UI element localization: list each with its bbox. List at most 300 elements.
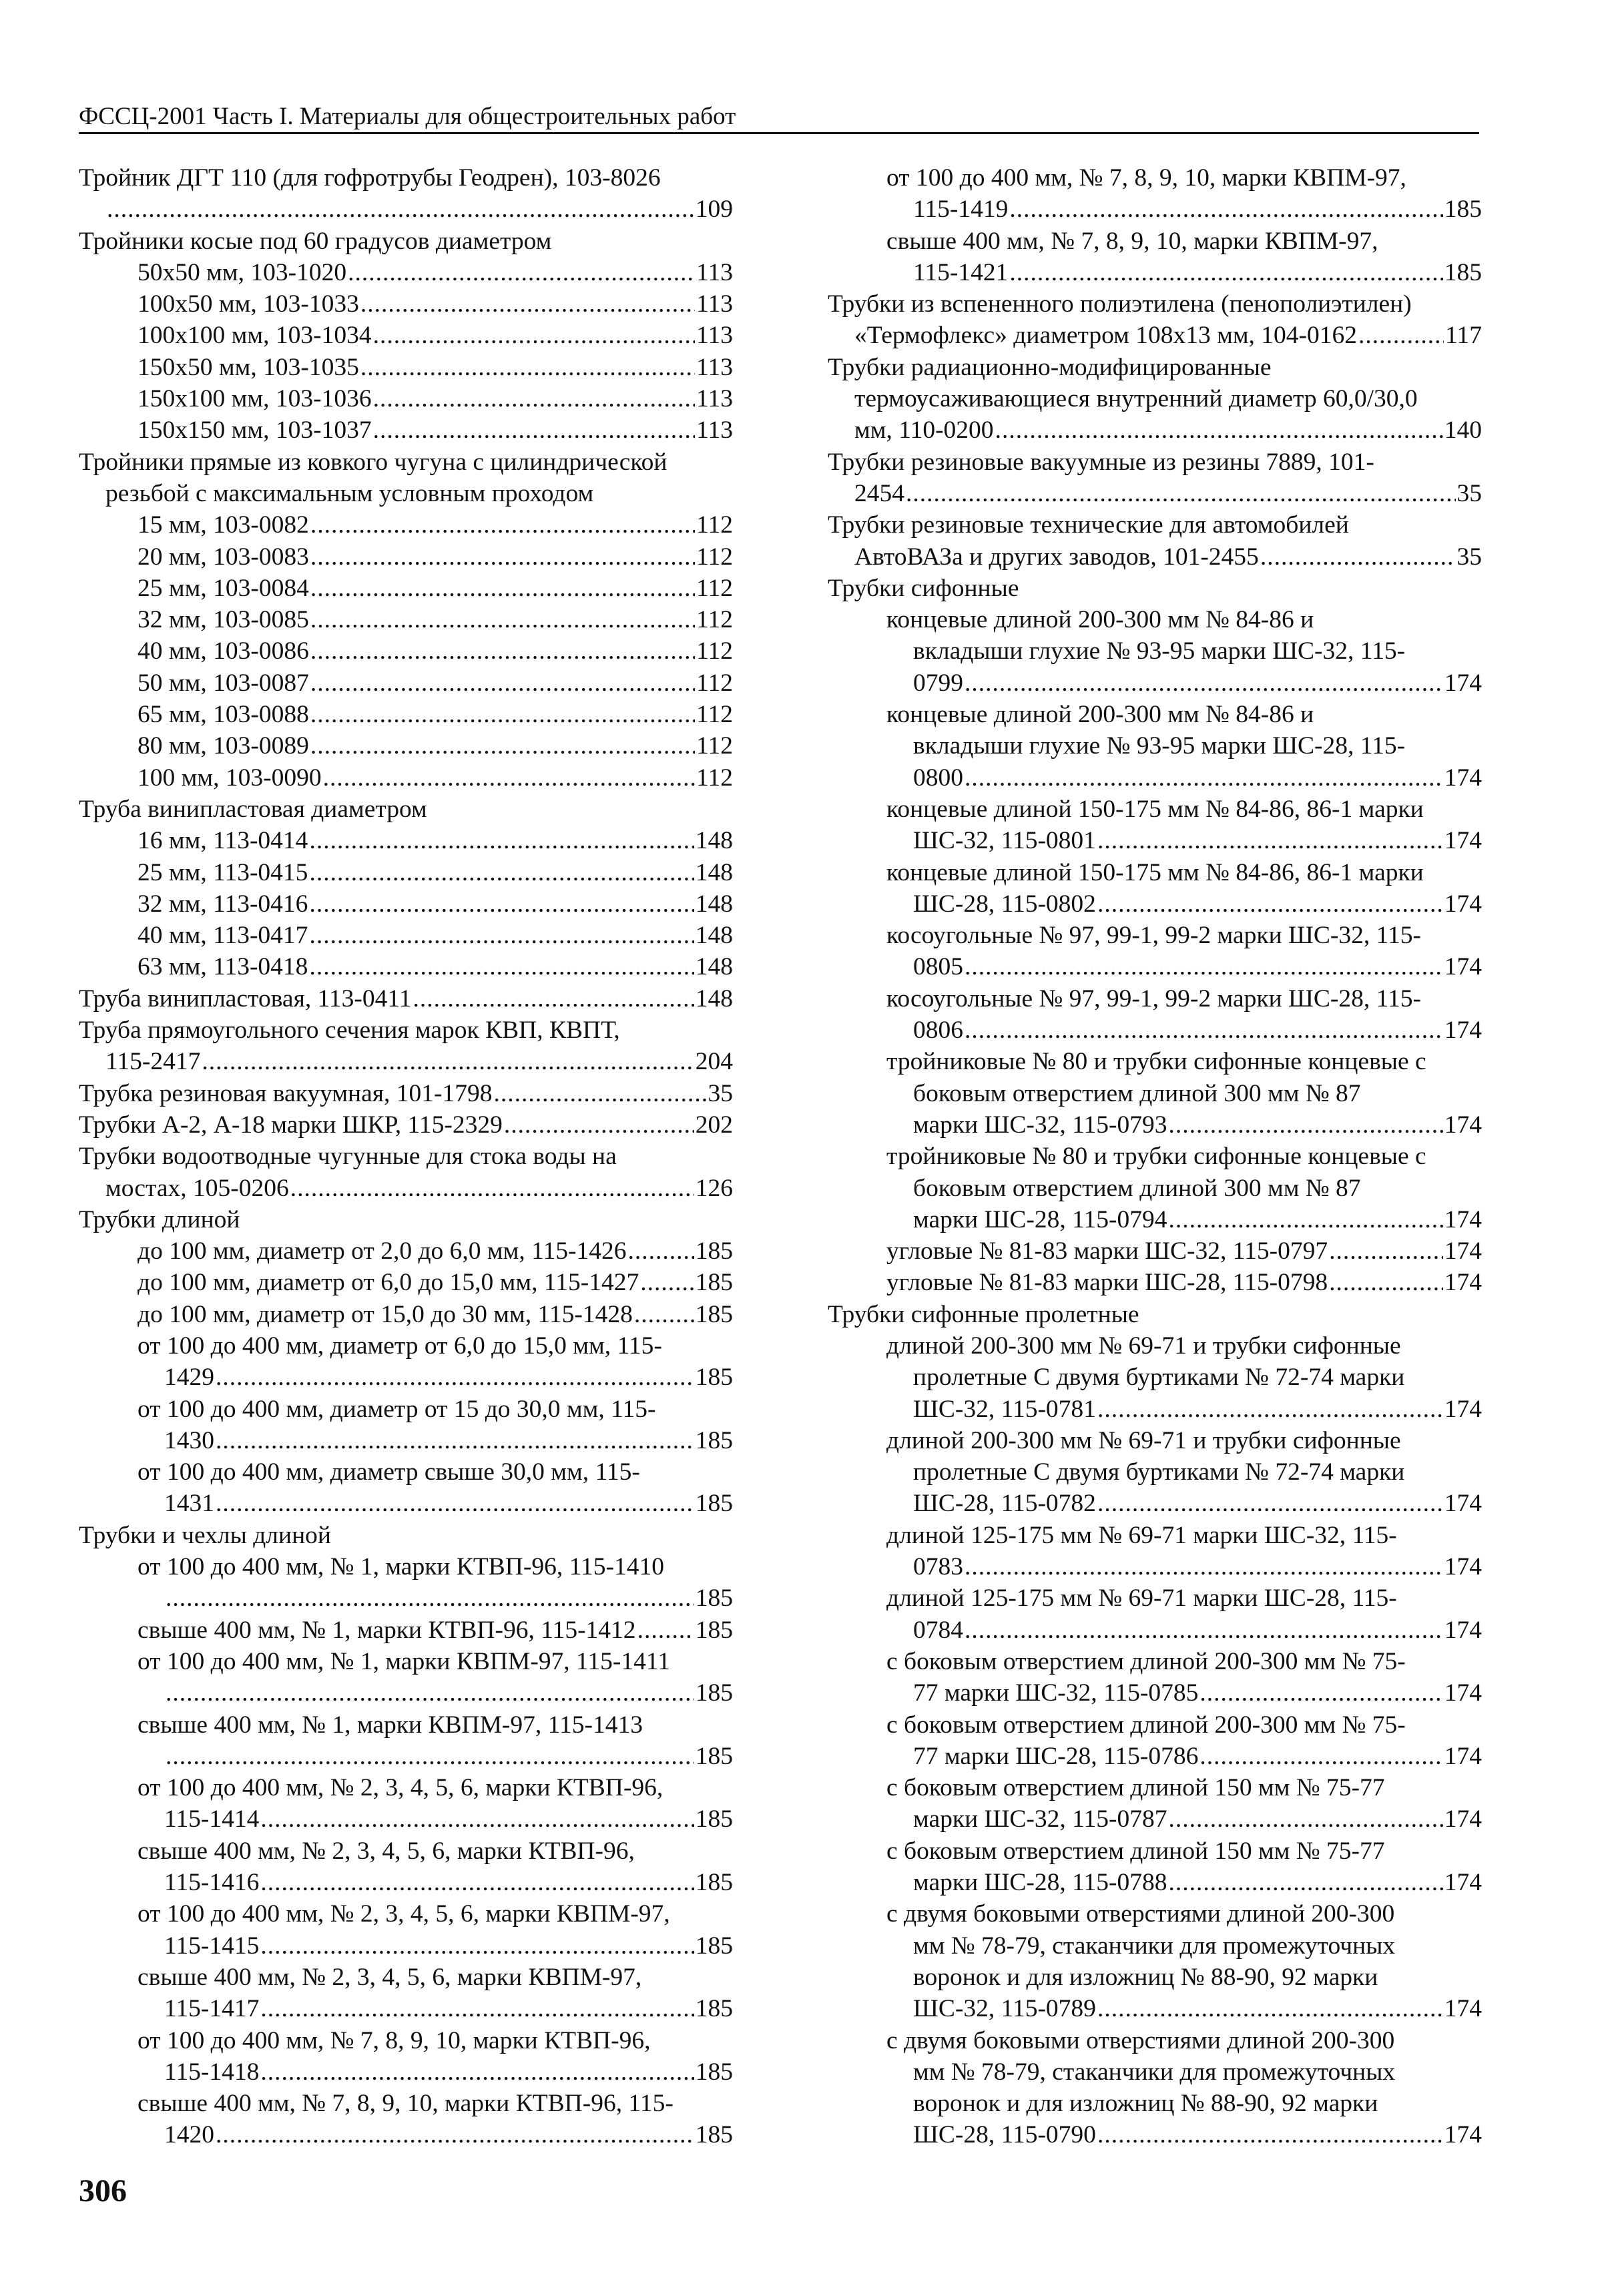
page-reference: 174 [1444, 1269, 1482, 1297]
index-text: длиной 200-300 мм № 69-71 и трубки сифонные [886, 1426, 1401, 1454]
index-text: 65 мм, 103-0088 [138, 701, 309, 729]
index-line-with-page [79, 194, 733, 225]
page-reference: 112 [696, 511, 733, 539]
index-line-with-page [886, 1741, 1482, 1772]
index-line-with-page [828, 414, 1482, 446]
index-text: Тройники косые под 60 градусов диаметром [79, 227, 552, 255]
index-text: свыше 400 мм, № 2, 3, 4, 5, 6, марки КВПМ-97, [138, 1963, 642, 1991]
page-reference: 204 [695, 1048, 733, 1076]
dot-leader [1329, 1235, 1443, 1267]
page-reference: 112 [696, 606, 733, 634]
page-reference: 174 [1444, 764, 1482, 792]
page-reference: 174 [1444, 669, 1482, 697]
index-line-with-page [138, 1362, 733, 1393]
index-line-with-page [138, 352, 733, 383]
dot-leader [216, 1425, 694, 1456]
index-line-with-page [886, 1235, 1482, 1267]
index-text: Трубки резиновые вакуумные из резины 7889, 101- [828, 448, 1374, 476]
dot-leader [107, 194, 694, 225]
index-text: ШС-32, 115-0781 [913, 1395, 1096, 1423]
dot-leader [166, 1741, 694, 1772]
dot-leader [965, 951, 1443, 982]
index-line-with-page [886, 257, 1482, 288]
dot-leader [627, 1235, 694, 1267]
index-text: Труба винипластовая диаметром [79, 795, 427, 823]
index-subentry [79, 257, 733, 288]
page-reference: 174 [1444, 827, 1482, 855]
index-line-with-page [886, 951, 1482, 982]
dot-leader [309, 951, 694, 982]
index-subentry [79, 1551, 733, 1615]
index-text: 115-1419 [913, 196, 1009, 224]
index-text: 115-1416 [164, 1869, 260, 1897]
index-line-with-page [138, 699, 733, 730]
page-reference: 113 [696, 353, 733, 381]
index-text: с двумя боковыми отверстиями длиной 200-300 [886, 1900, 1395, 1928]
index-text: 32 мм, 103-0085 [138, 606, 309, 634]
index-text: с боковым отверстием длиной 200-300 мм № 75- [886, 1647, 1406, 1675]
index-subentry [828, 1646, 1482, 1709]
index-text: 16 мм, 113-0414 [138, 827, 308, 855]
index-text: 40 мм, 113-0417 [138, 922, 308, 950]
page-reference: 35 [1456, 543, 1482, 571]
page-reference: 174 [1444, 1017, 1482, 1045]
page-reference: 174 [1444, 2121, 1482, 2149]
index-text: 20 мм, 103-0083 [138, 543, 309, 571]
index-subentry [828, 226, 1482, 289]
index-text: свыше 400 мм, № 2, 3, 4, 5, 6, марки КТВП-96, [138, 1837, 635, 1865]
dot-leader [260, 1993, 694, 2024]
page-reference: 35 [1456, 479, 1482, 507]
index-subentry [79, 509, 733, 541]
index-line-with-page [138, 573, 733, 604]
index-line-with-page [886, 762, 1482, 794]
index-subentry [828, 857, 1482, 920]
index-line-with-page [138, 857, 733, 888]
page-reference: 174 [1444, 1995, 1482, 2023]
page-reference: 148 [695, 858, 733, 886]
index-text: 0799 [913, 669, 963, 697]
dot-leader [1168, 1109, 1442, 1141]
dot-leader [1097, 1993, 1443, 2024]
dot-leader [965, 1015, 1443, 1046]
dot-leader [373, 320, 696, 351]
index-heading [79, 226, 733, 257]
index-line-with-page [138, 1235, 733, 1267]
index-text: термоусаживающиеся внутренний диаметр 60,0/30,0 [854, 385, 1418, 413]
index-subentry [79, 1835, 733, 1899]
index-subentry [79, 1299, 733, 1330]
index-text: длиной 125-175 мм № 69-71 марки ШС-32, 115- [886, 1521, 1397, 1549]
index-text: с боковым отверстием длиной 150 мм № 75-77 [886, 1837, 1385, 1865]
index-text: ШС-32, 115-0789 [913, 1995, 1096, 2023]
page-reference: 174 [1444, 1553, 1482, 1581]
index-heading [79, 1109, 733, 1141]
index-subentry [79, 573, 733, 604]
index-subentry [79, 1267, 733, 1298]
index-subentry [828, 983, 1482, 1047]
index-line-with-page [138, 2119, 733, 2150]
page-reference: 113 [696, 322, 733, 350]
index-text: от 100 до 400 мм, № 7, 8, 9, 10, марки КВПМ-97, [886, 164, 1406, 192]
index-text: 2454 [854, 479, 904, 507]
index-line-with-page [886, 194, 1482, 225]
dot-leader [309, 888, 694, 920]
index-subentry [79, 1646, 733, 1709]
page-reference: 185 [695, 1932, 733, 1960]
page-reference: 174 [1444, 1616, 1482, 1644]
index-text: свыше 400 мм, № 7, 8, 9, 10, марки КТВП-96, 115- [138, 2090, 674, 2118]
index-subentry [79, 951, 733, 982]
index-line-with-page [79, 1078, 733, 1109]
dot-leader [309, 920, 694, 951]
index-line-with-page [886, 667, 1482, 699]
dot-leader [413, 983, 694, 1015]
index-line-with-page [886, 1615, 1482, 1646]
dot-leader [1199, 1677, 1442, 1709]
index-text: концевые длиной 150-175 мм № 84-86, 86-1 марки [886, 795, 1424, 823]
index-text: свыше 400 мм, № 1, марки КВПМ-97, 115-1413 [138, 1711, 643, 1739]
dot-leader [260, 1867, 694, 1898]
page-reference: 185 [695, 1995, 733, 2023]
index-heading [828, 447, 1482, 510]
index-line-with-page [886, 1015, 1482, 1046]
dot-leader [373, 383, 696, 414]
running-header: ФССЦ-2001 Часть I. Материалы для общестроительных работ [79, 101, 1479, 134]
index-line-with-page [886, 1488, 1482, 1519]
index-text: ШС-32, 115-0801 [913, 827, 1096, 855]
page-reference: 112 [696, 669, 733, 697]
dot-leader [310, 635, 695, 667]
index-text: до 100 мм, диаметр от 6,0 до 15,0 мм, 115-1427 [138, 1269, 639, 1297]
index-text: 100х50 мм, 103-1033 [138, 290, 359, 318]
index-line-with-page [886, 1204, 1482, 1235]
index-subentry [79, 352, 733, 383]
index-text: от 100 до 400 мм, диаметр свыше 30,0 мм, 115- [138, 1458, 640, 1486]
index-text: Труба винипластовая, 113-0411 [79, 984, 412, 1013]
index-line-with-page [138, 1267, 733, 1298]
index-subentry [828, 1835, 1482, 1899]
index-subentry [79, 730, 733, 762]
index-line-with-page [138, 825, 733, 856]
page-reference: 113 [696, 385, 733, 413]
page-reference: 117 [1445, 322, 1482, 350]
index-subentry [79, 888, 733, 920]
index-text: длиной 125-175 мм № 69-71 марки ШС-28, 115- [886, 1585, 1397, 1613]
index-text: марки ШС-32, 115-0787 [913, 1805, 1167, 1833]
index-line-with-page [138, 320, 733, 351]
index-line-with-page [886, 1803, 1482, 1835]
index-subentry [828, 1520, 1482, 1583]
index-subentry [828, 2025, 1482, 2151]
dot-leader [260, 2056, 694, 2088]
dot-leader [995, 414, 1443, 446]
index-text: ШС-28, 115-0790 [913, 2121, 1096, 2149]
index-heading [828, 288, 1482, 352]
page-reference: 112 [696, 764, 733, 792]
index-text: 100 мм, 103-0090 [138, 764, 322, 792]
index-text: от 100 до 400 мм, № 1, марки КТВП-96, 115-1410 [138, 1553, 664, 1581]
index-text: угловые № 81-83 марки ШС-32, 115-0797 [886, 1237, 1328, 1265]
index-line-with-page [138, 730, 733, 762]
index-line-with-page [138, 635, 733, 667]
index-line-with-page [138, 1583, 733, 1614]
index-subentry [79, 1962, 733, 2025]
index-text: 115-1415 [164, 1932, 260, 1960]
index-text: Трубки радиационно-модифицированные [828, 353, 1272, 381]
index-text: косоугольные № 97, 99-1, 99-2 марки ШС-32, 115- [886, 922, 1421, 950]
index-text: косоугольные № 97, 99-1, 99-2 марки ШС-28, 115- [886, 984, 1421, 1013]
index-subentry [79, 320, 733, 351]
index-line-with-page [138, 509, 733, 541]
index-line-with-page [886, 1993, 1482, 2024]
index-text: мм № 78-79, стаканчики для промежуточных [913, 1932, 1396, 1960]
dot-leader [348, 257, 695, 288]
index-text: 50х50 мм, 103-1020 [138, 258, 347, 286]
index-heading [79, 162, 733, 226]
dot-leader [1097, 1394, 1443, 1425]
page-reference: 174 [1444, 1805, 1482, 1833]
index-heading [79, 1204, 733, 1235]
index-subentry [79, 1898, 733, 1962]
dot-leader [216, 2119, 694, 2150]
index-line-with-page [138, 257, 733, 288]
index-heading [79, 1141, 733, 1204]
index-text: мостах, 105-0206 [105, 1174, 289, 1202]
page-reference: 185 [695, 1490, 733, 1518]
dot-leader [1168, 1867, 1442, 1898]
index-text: 150х150 мм, 103-1037 [138, 416, 372, 445]
index-text: 15 мм, 103-0082 [138, 511, 309, 539]
index-text: 1420 [164, 2121, 214, 2149]
index-line-with-page [886, 1267, 1482, 1298]
index-line-with-page [138, 1867, 733, 1898]
page-reference: 185 [695, 1869, 733, 1897]
dot-leader [1199, 1741, 1442, 1772]
page-reference: 148 [695, 953, 733, 981]
index-text: 115-1417 [164, 1995, 260, 2023]
index-text: воронок и для изложниц № 88-90, 92 марки [913, 2090, 1378, 2118]
index-text: концевые длиной 150-175 мм № 84-86, 86-1 марки [886, 858, 1424, 886]
index-text: от 100 до 400 мм, диаметр от 6,0 до 15,0 мм, 115- [138, 1332, 662, 1360]
index-text: 32 мм, 113-0416 [138, 890, 308, 918]
index-text: Трубки сифонные пролетные [828, 1300, 1139, 1328]
dot-leader [310, 573, 695, 604]
index-subentry [79, 288, 733, 320]
page-reference: 185 [695, 1300, 733, 1328]
index-subentry [79, 1235, 733, 1267]
index-line-with-page [138, 1803, 733, 1835]
page-reference: 35 [708, 1079, 733, 1107]
index-text: свыше 400 мм, № 1, марки КТВП-96, 115-1412 [138, 1616, 636, 1644]
index-text: вкладыши глухие № 93-95 марки ШС-32, 115- [913, 637, 1406, 665]
index-text: 0784 [913, 1616, 963, 1644]
index-text: АвтоВАЗа и других заводов, 101-2455 [854, 543, 1259, 571]
dot-leader [202, 1046, 694, 1077]
dot-leader [1168, 1803, 1442, 1835]
dot-leader [494, 1078, 707, 1109]
page-reference: 148 [695, 827, 733, 855]
index-line-with-page [886, 2119, 1482, 2150]
page-reference: 174 [1444, 1111, 1482, 1139]
index-line-with-page [828, 478, 1482, 509]
dot-leader [640, 1267, 694, 1298]
page-reference: 148 [695, 922, 733, 950]
dot-leader [216, 1362, 694, 1393]
index-text: пролетные С двумя буртиками № 72-74 марки [913, 1458, 1405, 1486]
index-text: 77 марки ШС-28, 115-0786 [913, 1742, 1199, 1770]
dot-leader [1009, 257, 1442, 288]
dot-leader [637, 1615, 694, 1646]
index-text: 115-2417 [105, 1048, 201, 1076]
index-line-with-page [138, 667, 733, 699]
dot-leader [166, 1583, 694, 1614]
index-text: Тройники прямые из ковкого чугуна с цилиндрической [79, 448, 667, 476]
index-line-with-page [138, 288, 733, 320]
index-subentry [828, 1046, 1482, 1141]
index-text: боковым отверстием длиной 300 мм № 87 [913, 1174, 1361, 1202]
dot-leader [373, 414, 696, 446]
index-text: 0800 [913, 764, 963, 792]
index-text: 1431 [164, 1490, 214, 1518]
index-text: 1430 [164, 1426, 214, 1454]
index-subentry [79, 1709, 733, 1773]
page-reference: 148 [695, 984, 733, 1013]
index-text: 50 мм, 103-0087 [138, 669, 309, 697]
index-text: вкладыши глухие № 93-95 марки ШС-28, 115- [913, 732, 1406, 760]
dot-leader [1097, 2119, 1443, 2150]
index-text: 115-1414 [164, 1805, 260, 1833]
index-heading [828, 352, 1482, 447]
dot-leader [260, 1803, 694, 1835]
index-text: 0805 [913, 953, 963, 981]
index-subentry [828, 604, 1482, 699]
page-reference: 185 [695, 1426, 733, 1454]
index-line-with-page [79, 1173, 733, 1204]
page-reference: 109 [695, 196, 733, 224]
dot-leader [260, 1930, 694, 1962]
index-text: длиной 200-300 мм № 69-71 и трубки сифонные [886, 1332, 1401, 1360]
index-text: Трубки резиновые технические для автомобилей [828, 511, 1349, 539]
index-line-with-page [138, 888, 733, 920]
index-line-with-page [138, 1299, 733, 1330]
page-reference: 113 [696, 290, 733, 318]
index-text: от 100 до 400 мм, № 1, марки КВПМ-97, 115-1411 [138, 1647, 671, 1675]
index-line-with-page [138, 1930, 733, 1962]
page-reference: 112 [696, 543, 733, 571]
dot-leader [290, 1173, 694, 1204]
index-line-with-page [138, 1488, 733, 1519]
index-line-with-page [138, 1615, 733, 1646]
index-heading [79, 794, 733, 825]
index-text: Трубки сифонные [828, 574, 1019, 602]
index-column-right [828, 162, 1482, 2151]
dot-leader [634, 1299, 694, 1330]
index-subentry [79, 2025, 733, 2088]
page-reference: 112 [696, 701, 733, 729]
index-text: воронок и для изложниц № 88-90, 92 марки [913, 1963, 1378, 1991]
index-subentry [79, 667, 733, 699]
index-line-with-page [79, 983, 733, 1015]
index-text: марки ШС-28, 115-0788 [913, 1869, 1167, 1897]
index-heading [79, 1015, 733, 1078]
index-subentry [828, 1235, 1482, 1267]
dot-leader [965, 1551, 1443, 1583]
index-text: от 100 до 400 мм, № 2, 3, 4, 5, 6, марки КВПМ-97, [138, 1900, 670, 1928]
index-text: с двумя боковыми отверстиями длиной 200-300 [886, 2026, 1395, 2054]
index-text: 63 мм, 113-0418 [138, 953, 308, 981]
dot-leader [965, 667, 1443, 699]
index-text: Трубки длиной [79, 1205, 240, 1233]
dot-leader [1097, 888, 1443, 920]
index-line-with-page [79, 1046, 733, 1077]
index-text: Трубки из вспененного полиэтилена (пенополиэтилен) [828, 290, 1412, 318]
page-reference: 174 [1444, 1237, 1482, 1265]
index-subentry [828, 1141, 1482, 1235]
index-heading [828, 573, 1482, 604]
index-text: 150х100 мм, 103-1036 [138, 385, 372, 413]
index-text: концевые длиной 200-300 мм № 84-86 и [886, 701, 1314, 729]
index-text: до 100 мм, диаметр от 2,0 до 6,0 мм, 115-1426 [138, 1237, 627, 1265]
index-text: 1429 [164, 1364, 214, 1392]
index-subentry [828, 1709, 1482, 1773]
index-heading [828, 1299, 1482, 1330]
index-line-with-page [138, 383, 733, 414]
index-text: от 100 до 400 мм, № 7, 8, 9, 10, марки КТВП-96, [138, 2026, 651, 2054]
page-reference: 140 [1444, 416, 1482, 445]
dot-leader [1097, 1488, 1443, 1519]
page-reference: 185 [695, 1679, 733, 1707]
index-text: «Термофлекс» диаметром 108х13 мм, 104-0162 [854, 322, 1358, 350]
index-text: концевые длиной 200-300 мм № 84-86 и [886, 606, 1314, 634]
dot-leader [309, 825, 694, 856]
index-line-with-page [138, 414, 733, 446]
index-subentry [79, 1456, 733, 1520]
index-subentry [79, 1394, 733, 1457]
index-text: свыше 400 мм, № 7, 8, 9, 10, марки КВПМ-97, [886, 227, 1378, 255]
page-reference: 112 [696, 732, 733, 760]
dot-leader [323, 762, 696, 794]
page-reference: 174 [1444, 1205, 1482, 1233]
index-text: Труба прямоугольного сечения марок КВП, КВПТ, [79, 1017, 620, 1045]
dot-leader [1329, 1267, 1443, 1298]
index-line-with-page [138, 541, 733, 573]
index-text: тройниковые № 80 и трубки сифонные концевые с [886, 1143, 1426, 1171]
index-column-left [79, 162, 733, 2151]
index-subentry [79, 1615, 733, 1646]
index-line-with-page [886, 825, 1482, 856]
index-line-with-page [886, 1867, 1482, 1898]
page-reference: 174 [1444, 1742, 1482, 1770]
page-reference: 185 [695, 1269, 733, 1297]
index-text: 115-1418 [164, 2058, 260, 2086]
page-reference: 112 [696, 574, 733, 602]
page-reference: 126 [695, 1174, 733, 1202]
index-subentry [828, 1898, 1482, 2024]
page-reference: 174 [1444, 953, 1482, 981]
index-text: пролетные С двумя буртиками № 72-74 марки [913, 1364, 1405, 1392]
page-reference: 185 [1444, 196, 1482, 224]
page-reference: 185 [695, 1237, 733, 1265]
index-heading [79, 1520, 733, 1551]
page-reference: 185 [1444, 258, 1482, 286]
dot-leader [965, 762, 1443, 794]
index-line-with-page [138, 1741, 733, 1772]
index-text: марки ШС-32, 115-0793 [913, 1111, 1167, 1139]
index-text: угловые № 81-83 марки ШС-28, 115-0798 [886, 1269, 1328, 1297]
dot-leader [310, 541, 695, 573]
dot-leader [216, 1488, 694, 1519]
